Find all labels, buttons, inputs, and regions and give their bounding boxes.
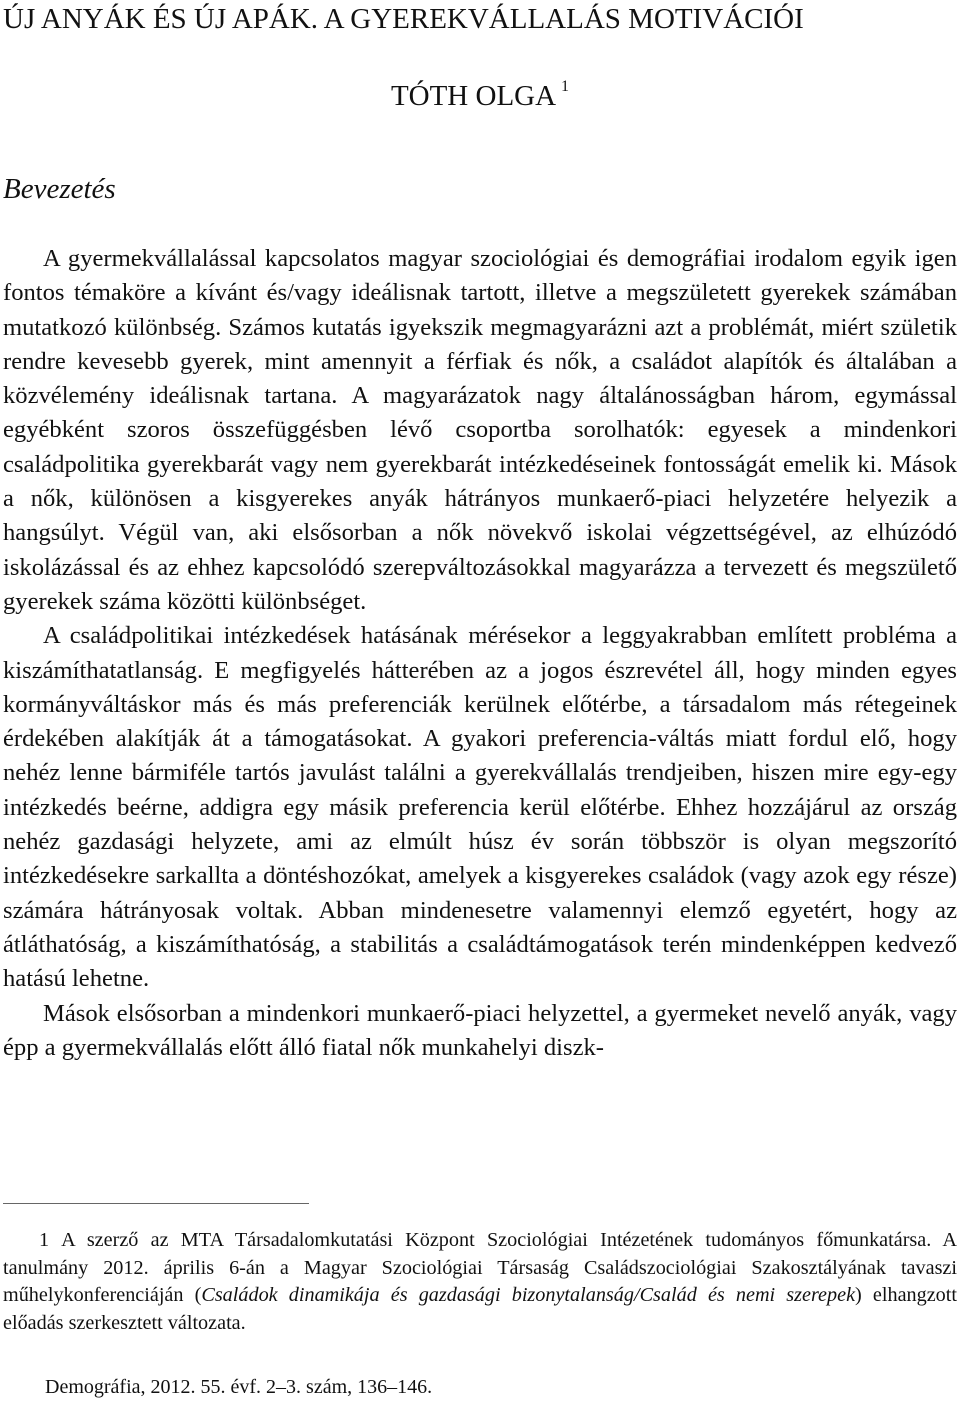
article-body [3,242,957,1065]
footnote-event-title: Családok dinamikája és gazdasági bizonytalanság/Család és nemi szerepek [201,1284,856,1307]
paragraph: A gyermekvállalással kapcsolatos magyar szociológiai és demográfiai irodalom egyik igen fontos témaköre a kívánt és/vagy ideálisnak tartott, illetve a megszületett gyerekek számában mutatkozó különbség. Számos kutatás igyekszik megmagyarázni azt a problémát, miért születik rendre kevesebb gyerek, mint amennyit a férfiak és nők, a családot alapítók és általában a közvélemény ideálisnak tartana. A magyarázatok nagy általánosságban három, egymással egyébként szoros összefüggésben lévő csoportba sorolhatók: egyesek a mindenkori családpolitika gyerekbarát vagy nem gyerekbarát intézkedéseinek fontosságát emelik ki. Mások a nők, különösen a kisgyerekes anyák hátrányos munkaerő-piaci helyzetére helyezik a hangsúlyt. Végül van, aki elsősorban a nők növekvő iskolai végzettségével, az elhúzódó iskolázással és az ehhez kapcsolódó szerepváltozásokkal magyarázza a tervezett és megszülető gyerekek száma közötti különbséget. [3,245,957,615]
footnote [3,1227,957,1337]
journal-citation: Demográfia, 2012. 55. évf. 2–3. szám, 136–146. [45,1376,433,1398]
footnote-text-before: A szerző az MTA Társadalomkutatási Központ Szociológiai Intézetének tudományos főmunkatársa. A tanulmány 2012. április 6-án a Magyar Szociológiai Társaság Családszociológiai Szakosztályának tavaszi műhelykonferenciáján ( [3,1229,957,1307]
section-heading: Bevezetés [3,173,116,205]
footnote-number: 1 [39,1229,50,1251]
footnote-text-after: ) elhangzott előadás szerkesztett változata. [3,1284,957,1334]
article-title: ÚJ ANYÁK ÉS ÚJ APÁK. A GYEREKVÁLLALÁS MOTIVÁCIÓI [3,3,804,35]
paragraph: A családpolitikai intézkedések hatásának mérésekor a leggyakrabban említett probléma a kiszámíthatatlanság. E megfigyelés hátterében az a jogos észrevétel áll, hogy minden egyes kormányváltáskor más és más preferenciák kerülnek előtérbe, a társadalom más rétegeinek érdekében alakítják át a támogatásokat. A gyakori preferencia-váltás miatt fordul elő, hogy nehéz lenne bármiféle tartós javulást találni a gyerekvállalás trendjeiben, hiszen mire egy-egy intézkedés beérne, addigra egy másik preferencia kerül előtérbe. Ehhez hozzájárul az ország nehéz gazdasági helyzete, ami az elmúlt húsz év során többször is olyan megszorító intézkedésekre sarkallta a döntéshozókat, amelyek a kisgyerekes családok (vagy azok egy része) számára hátrányosak voltak. Abban mindenesetre valamennyi elemző egyetért, hogy az átláthatóság, a kiszámíthatóság, a stabilitás a családtámogatások terén mindenképpen kedvező hatású lehetne. [3,622,957,993]
author-footnote-marker[interactable]: 1 [561,78,570,95]
author-line [0,70,960,113]
author-name: TÓTH OLGA [390,80,557,112]
footnote-divider [3,1203,309,1204]
paragraph: Mások elsősorban a mindenkori munkaerő-piaci helyzettel, a gyermeket nevelő anyák, vagy épp a gyermekvállalás előtt álló fiatal nők munkahelyi diszk- [3,999,957,1061]
